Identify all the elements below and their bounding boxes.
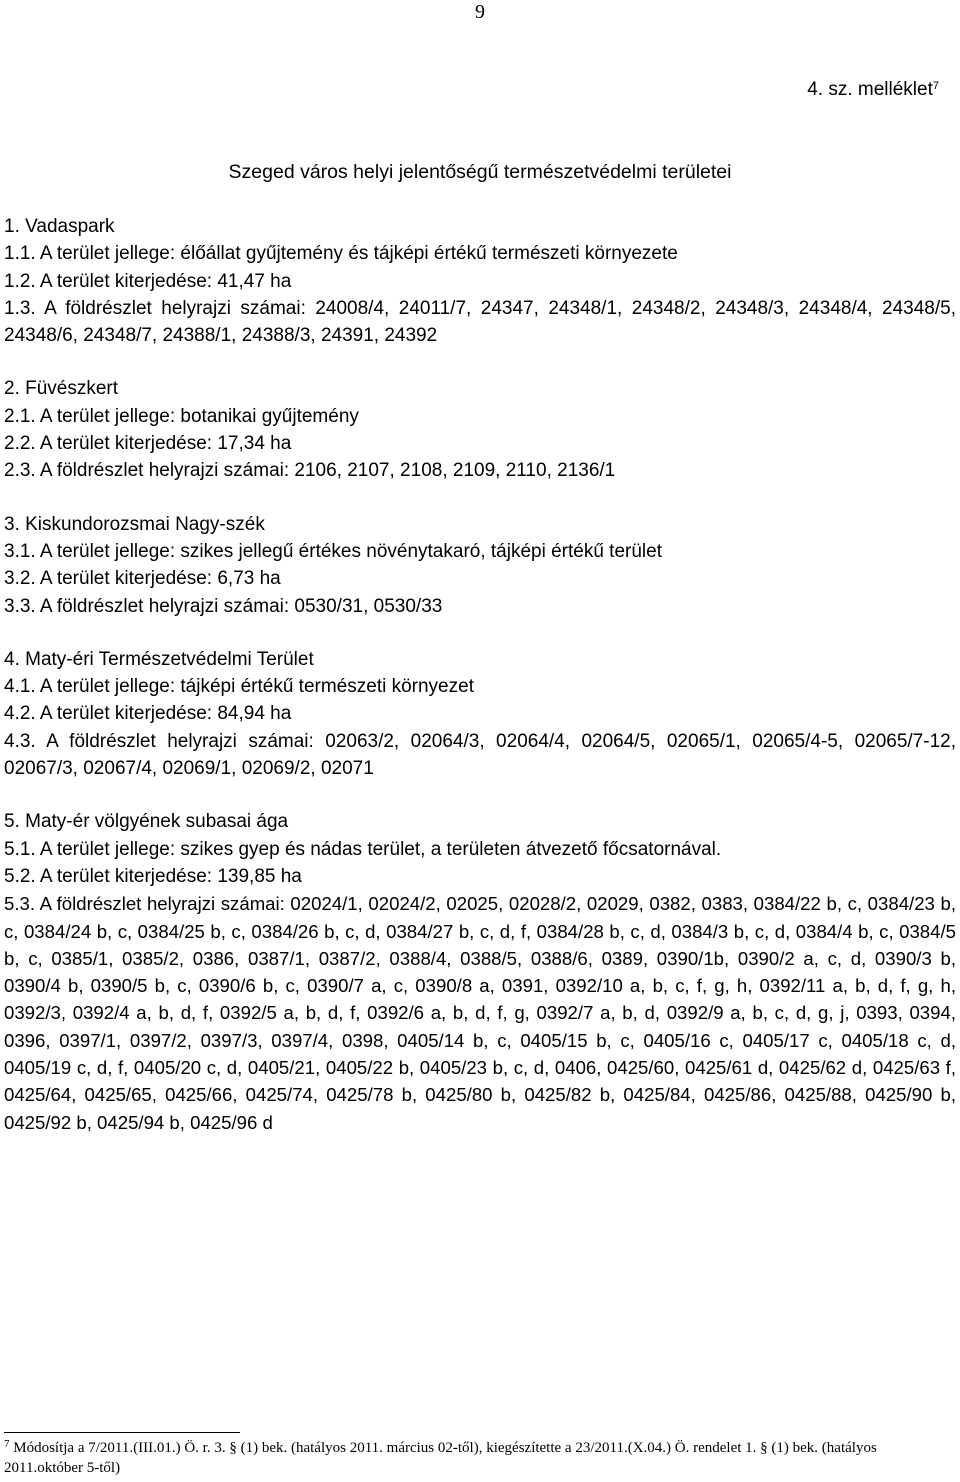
footnote-separator bbox=[4, 1432, 240, 1433]
footnote-number: 7 bbox=[4, 1438, 10, 1450]
area-extent: 5.2. A terület kiterjedése: 139,85 ha bbox=[4, 865, 302, 887]
document-title: Szeged város helyi jelentőségű természetvédelmi területei bbox=[228, 161, 732, 183]
area-extent: 2.2. A terület kiterjedése: 17,34 ha bbox=[4, 433, 292, 455]
section-heading: 5. Maty-ér völgyének subasai ága bbox=[4, 811, 289, 833]
footnote-text: Módosítja a 7/2011.(III.01.) Ö. r. 3. § (1) bek. (hatályos 2011. március 02-től), kiegészítette a 23/2011.(X.04.) Ö. rendelet 1. § (1) bek. (hatályos 2011.október 5-től) bbox=[4, 1440, 877, 1476]
page-number: 9 bbox=[475, 1, 485, 23]
footnote bbox=[4, 1438, 944, 1478]
section-vadaspark bbox=[4, 213, 956, 349]
area-parcels: 4.3. A földrészlet helyrajzi számai: 02063/2, 02064/3, 02064/4, 02064/5, 02065/1, 02065/4-5, 02065/7-12, 02067/3, 02067/4, 02069/1, 02069/2, 02071 bbox=[4, 730, 956, 780]
section-fuveszkert bbox=[4, 375, 956, 484]
section-heading: 3. Kiskundorozsmai Nagy-szék bbox=[4, 513, 265, 535]
section-heading: 2. Füvészkert bbox=[4, 378, 119, 400]
area-parcels: 1.3. A földrészlet helyrajzi számai: 24008/4, 24011/7, 24347, 24348/1, 24348/2, 24348/3, 24348/4, 24348/5, 24348/6, 24348/7, 24388/1, 24388/3, 24391, 24392 bbox=[4, 297, 956, 347]
section-nagy-szek bbox=[4, 511, 956, 620]
area-character: 2.1. A terület jellege: botanikai gyűjtemény bbox=[4, 405, 359, 427]
annex-label-text: 4. sz. melléklet bbox=[807, 79, 933, 100]
area-character: 5.1. A terület jellege: szikes gyep és nádas terület, a területen átvezető főcsatornával. bbox=[4, 838, 722, 860]
area-extent: 4.2. A terület kiterjedése: 84,94 ha bbox=[4, 703, 292, 725]
annex-label bbox=[807, 78, 939, 102]
section-maty-er bbox=[4, 646, 956, 782]
area-character: 4.1. A terület jellege: tájképi értékű természeti környezet bbox=[4, 676, 474, 698]
area-parcels: 3.3. A földrészlet helyrajzi számai: 0530/31, 0530/33 bbox=[4, 595, 443, 617]
area-character: 3.1. A terület jellege: szikes jellegű értékes növénytakaró, tájképi értékű terület bbox=[4, 540, 662, 562]
section-heading: 4. Maty-éri Természetvédelmi Terület bbox=[4, 648, 314, 670]
area-character: 1.1. A terület jellege: élőállat gyűjtemény és tájképi értékű természeti környezete bbox=[4, 243, 678, 265]
area-extent: 3.2. A terület kiterjedése: 6,73 ha bbox=[4, 568, 281, 590]
area-parcels: 5.3. A földrészlet helyrajzi számai: 02024/1, 02024/2, 02025, 02028/2, 02029, 0382, 0383, 0384/22 b, c, 0384/23 b, c, 0384/24 b, c, 0384/25 b, c, 0384/26 b, c, d, 0384/27 b, c, d, f, 0384/28 b, c, d, 0384/3 b, c, d, 0384/4 b, c, 0384/5 b, c, 0385/1, 0385/2, 0386, 0387/1, 0387/2, 0388/4, 0388/5, 0388/6, 0389, 0390/1b, 0390/2 a, c, d, 0390/3 b, 0390/4 b, 0390/5 b, c, 0390/6 b, c, 0390/7 a, c, 0390/8 a, 0391, 0392/10 a, b, c, f, g, h, 0392/11 a, b, d, f, g, h, 0392/3, 0392/4 a, b, d, f, 0392/5 a, b, d, f, 0392/6 a, b, d, f, g, 0392/7 a, b, d, 0392/9 a, b, c, d, g, j, 0393, 0394, 0396, 0397/1, 0397/2, 0397/3, 0397/4, 0398, 0405/14 b, c, 0405/15 b, c, 0405/16 c, 0405/17 c, 0405/18 c, d, 0405/19 c, d, f, 0405/20 c, d, 0405/21, 0405/22 b, 0405/23 b, c, d, 0406, 0425/60, 0425/61 d, 0425/62 d, 0425/63 f, 0425/64, 0425/65, 0425/66, 0425/74, 0425/78 b, 0425/80 b, 0425/82 b, 0425/84, 0425/86, 0425/88, 0425/90 b, 0425/92 b, 0425/94 b, 0425/96 d bbox=[4, 893, 956, 1133]
annex-footnote-ref: 7 bbox=[932, 80, 939, 92]
section-subasai-ag bbox=[4, 808, 956, 1136]
section-heading: 1. Vadaspark bbox=[4, 216, 115, 237]
area-extent: 1.2. A terület kiterjedése: 41,47 ha bbox=[4, 270, 292, 292]
area-parcels: 2.3. A földrészlet helyrajzi számai: 2106, 2107, 2108, 2109, 2110, 2136/1 bbox=[4, 460, 616, 482]
document-body bbox=[4, 213, 956, 1162]
